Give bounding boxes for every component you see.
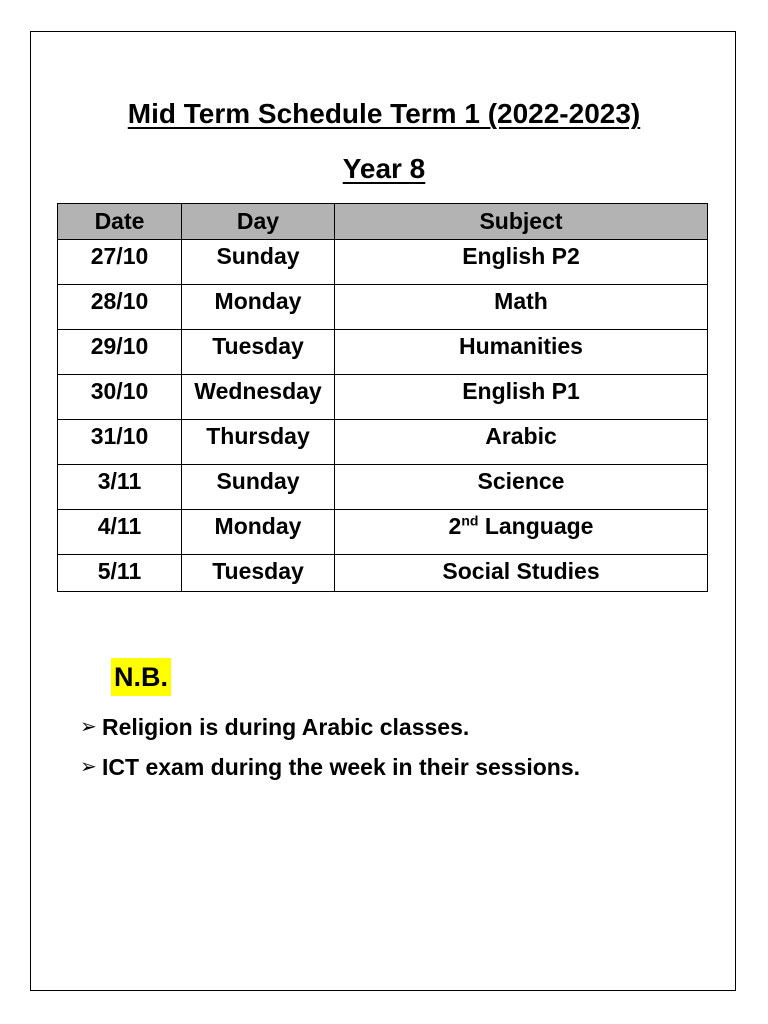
table-row — [58, 375, 708, 420]
notes-list — [80, 712, 580, 792]
arrow-bullet-icon: ➢ — [80, 756, 97, 778]
nb-heading: N.B. — [111, 658, 171, 696]
cell-day: Thursday — [182, 420, 335, 465]
cell-date: 31/10 — [58, 420, 182, 465]
table-row — [58, 555, 708, 592]
cell-day: Tuesday — [182, 555, 335, 592]
cell-date: 27/10 — [58, 240, 182, 285]
cell-subject: Humanities — [335, 330, 708, 375]
cell-day: Wednesday — [182, 375, 335, 420]
cell-day: Sunday — [182, 240, 335, 285]
arrow-bullet-icon: ➢ — [80, 716, 97, 738]
note-text: ICT exam during the week in their sessions. — [102, 754, 581, 780]
cell-subject: Arabic — [335, 420, 708, 465]
cell-date: 4/11 — [58, 510, 182, 555]
subject-ordinal-number: 2 — [448, 513, 462, 539]
cell-subject: English P2 — [335, 240, 708, 285]
cell-subject: English P1 — [335, 375, 708, 420]
cell-day: Monday — [182, 510, 335, 555]
table-header-row — [58, 204, 708, 240]
cell-subject: Social Studies — [335, 555, 708, 592]
table-row — [58, 240, 708, 285]
table-row — [58, 330, 708, 375]
cell-subject: Math — [335, 285, 708, 330]
schedule-table — [57, 203, 708, 592]
document-title-text: Mid Term Schedule Term 1 (2022-2023) — [127, 98, 641, 129]
table-row — [58, 420, 708, 465]
table-row — [58, 465, 708, 510]
table-row — [58, 285, 708, 330]
cell-date: 29/10 — [58, 330, 182, 375]
cell-subject: Science — [335, 465, 708, 510]
cell-date: 30/10 — [58, 375, 182, 420]
document-title — [0, 96, 768, 132]
list-item — [80, 752, 580, 792]
header-date: Date — [58, 204, 182, 240]
cell-subject — [335, 510, 708, 555]
cell-date: 5/11 — [58, 555, 182, 592]
cell-day: Tuesday — [182, 330, 335, 375]
document-subtitle — [0, 151, 768, 187]
header-day: Day — [182, 204, 335, 240]
note-text: Religion is during Arabic classes. — [102, 714, 470, 740]
cell-date: 3/11 — [58, 465, 182, 510]
table-row — [58, 510, 708, 555]
cell-day: Sunday — [182, 465, 335, 510]
cell-day: Monday — [182, 285, 335, 330]
cell-date: 28/10 — [58, 285, 182, 330]
list-item — [80, 712, 580, 752]
subject-rest: Language — [478, 513, 594, 539]
document-subtitle-text: Year 8 — [342, 153, 426, 184]
header-subject: Subject — [335, 204, 708, 240]
subject-ordinal-suffix: nd — [461, 512, 479, 529]
